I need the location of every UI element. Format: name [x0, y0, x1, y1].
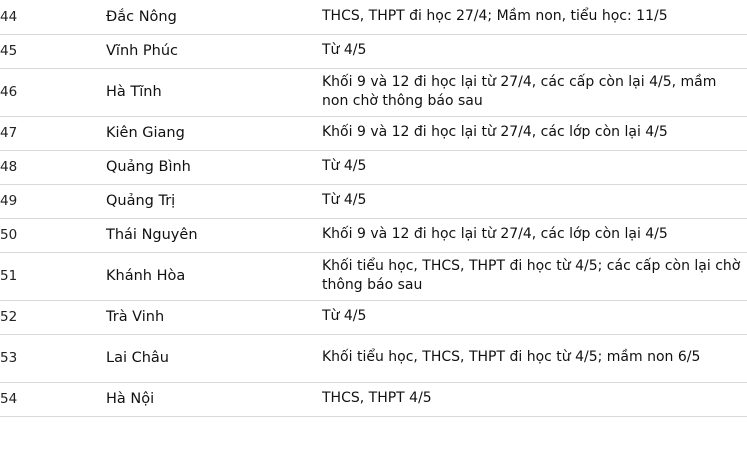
row-province: Thái Nguyên	[106, 218, 322, 252]
row-province: Quảng Trị	[106, 184, 322, 218]
table-row	[0, 184, 747, 218]
row-province: Khánh Hòa	[106, 252, 322, 300]
row-province: Quảng Bình	[106, 150, 322, 184]
row-province: Kiên Giang	[106, 116, 322, 150]
table-row	[0, 334, 747, 382]
row-province: Vĩnh Phúc	[106, 34, 322, 68]
row-index: 49	[0, 184, 106, 218]
row-index: 52	[0, 300, 106, 334]
row-note: Từ 4/5	[322, 300, 747, 334]
row-note: THCS, THPT 4/5	[322, 382, 747, 416]
table-row	[0, 150, 747, 184]
row-note: THCS, THPT đi học 27/4; Mầm non, tiểu học: 11/5	[322, 0, 747, 34]
row-note: Khối 9 và 12 đi học lại từ 27/4, các lớp còn lại 4/5	[322, 116, 747, 150]
row-province: Hà Nội	[106, 382, 322, 416]
table-row	[0, 252, 747, 300]
row-index: 54	[0, 382, 106, 416]
row-note: Từ 4/5	[322, 34, 747, 68]
row-index: 46	[0, 68, 106, 116]
row-note: Khối 9 và 12 đi học lại từ 27/4, các cấp còn lại 4/5, mầm non chờ thông báo sau	[322, 68, 747, 116]
row-province: Trà Vinh	[106, 300, 322, 334]
table-row	[0, 68, 747, 116]
table-row	[0, 382, 747, 416]
table-row	[0, 300, 747, 334]
row-index: 50	[0, 218, 106, 252]
row-note: Khối tiểu học, THCS, THPT đi học từ 4/5; các cấp còn lại chờ thông báo sau	[322, 252, 747, 300]
row-province: Hà Tĩnh	[106, 68, 322, 116]
row-index: 44	[0, 0, 106, 34]
table-row	[0, 218, 747, 252]
row-index: 47	[0, 116, 106, 150]
row-note: Từ 4/5	[322, 150, 747, 184]
row-index: 53	[0, 334, 106, 382]
row-province: Đắc Nông	[106, 0, 322, 34]
row-index: 48	[0, 150, 106, 184]
row-province: Lai Châu	[106, 334, 322, 382]
table-row	[0, 34, 747, 68]
row-index: 51	[0, 252, 106, 300]
row-note: Từ 4/5	[322, 184, 747, 218]
row-note: Khối tiểu học, THCS, THPT đi học từ 4/5; mầm non 6/5	[322, 334, 747, 382]
row-index: 45	[0, 34, 106, 68]
table-row	[0, 0, 747, 34]
table-row	[0, 116, 747, 150]
row-note: Khối 9 và 12 đi học lại từ 27/4, các lớp còn lại 4/5	[322, 218, 747, 252]
